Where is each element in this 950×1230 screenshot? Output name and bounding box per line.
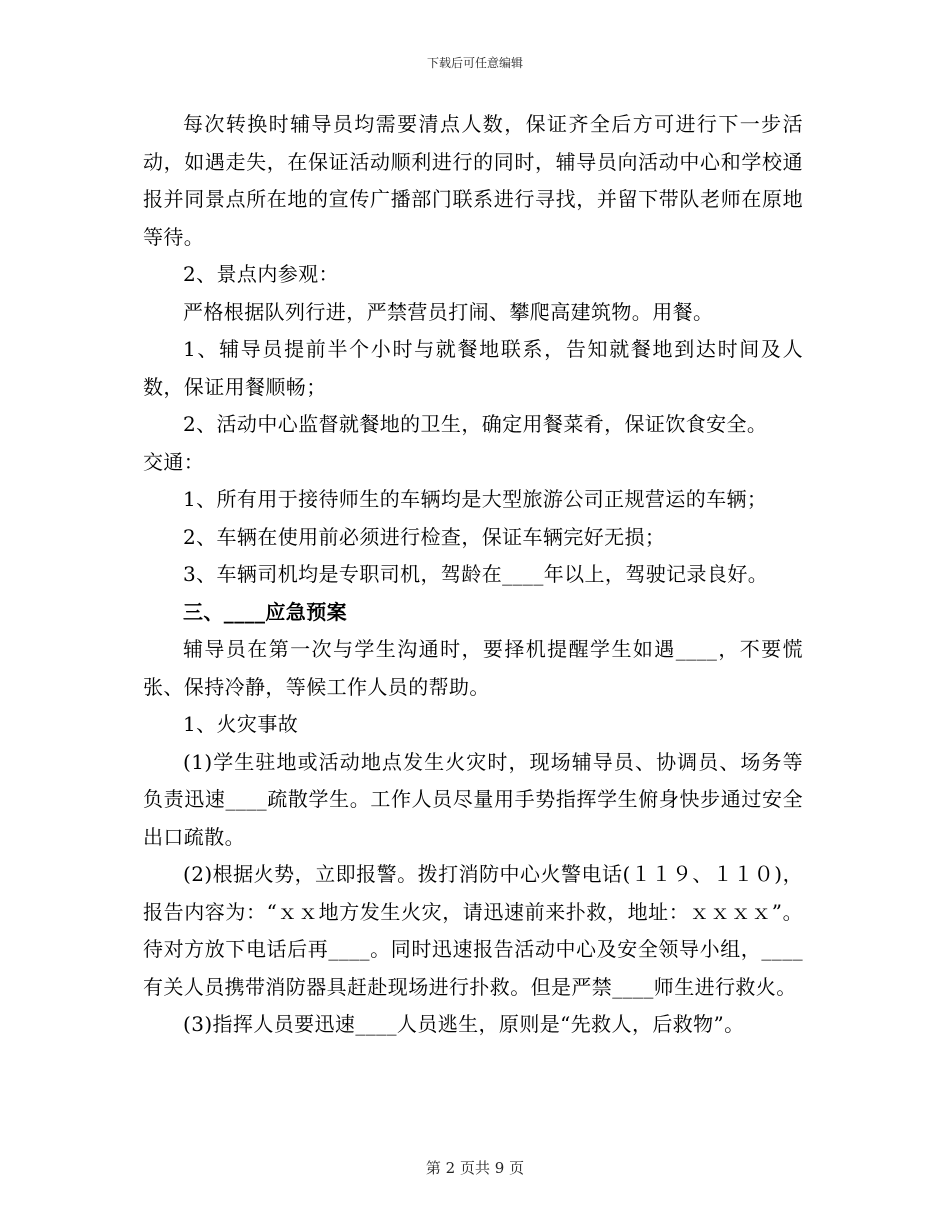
paragraph-dining-1: 1、辅导员提前半个小时与就餐地联系，告知就餐地到达时间及人数，保证用餐顺畅； — [143, 337, 803, 399]
section-heading-emergency-plan: 三、____应急预案 — [183, 599, 347, 624]
paragraph-dining-2: 2、活动中心监督就餐地的卫生，确定用餐菜肴，保证饮食安全。 — [183, 412, 768, 436]
paragraph-fire-2: (2)根据火势，立即报警。拨打消防中心火警电话(１１９、１１０)，报告内容为：“ｘｘ地方发生火灾，请迅速前来扑救，地址：ｘｘｘｘ”。待对方放下电话后再____。同时迅速报告活动中心及安全领导小组，____有关人员携带消防器具赶赴现场进行扑救。但是严禁____师生进行救火。 — [143, 862, 803, 999]
paragraph-transport-heading: 交通： — [143, 449, 205, 474]
paragraph-transport-2: 2、车辆在使用前必须进行检查，保证车辆完好无损； — [183, 524, 666, 549]
paragraph-fire-1: (1)学生驻地或活动地点发生火灾时，现场辅导员、协调员、场务等负责迅速____疏散学生。工作人员尽量用手势指挥学生俯身快步通过安全出口疏散。 — [143, 749, 803, 849]
paragraph-fire-heading: 1、火灾事故 — [183, 712, 299, 736]
paragraph-headcount: 每次转换时辅导员均需要清点人数，保证齐全后方可进行下一步活动，如遇走失，在保证活动顺利进行的同时，辅导员向活动中心和学校通报并同景点所在地的宣传广播部门联系进行寻找，并留下带队老师在原地等待。 — [143, 112, 803, 249]
document-body — [143, 106, 803, 1044]
paragraph-fire-3: (3)指挥人员要迅速____人员逃生，原则是“先救人，后救物”。 — [183, 1012, 745, 1036]
paragraph-transport-1: 1、所有用于接待师生的车辆均是大型旅游公司正规营运的车辆； — [183, 487, 768, 511]
page-header: 下载后可任意编辑 — [426, 56, 523, 70]
paragraph-queue-rules: 严格根据队列行进，严禁营员打闹、攀爬高建筑物。用餐。 — [183, 299, 714, 324]
page-footer: 第 2 页共 9 页 — [425, 1159, 525, 1177]
paragraph-scenic-visit-heading: 2、景点内参观： — [183, 262, 339, 286]
paragraph-emergency-intro: 辅导员在第一次与学生沟通时，要择机提醒学生如遇____，不要慌张、保持冷静，等候工作人员的帮助。 — [143, 637, 803, 699]
paragraph-transport-3: 3、车辆司机均是专职司机，驾龄在____年以上，驾驶记录良好。 — [183, 562, 769, 586]
